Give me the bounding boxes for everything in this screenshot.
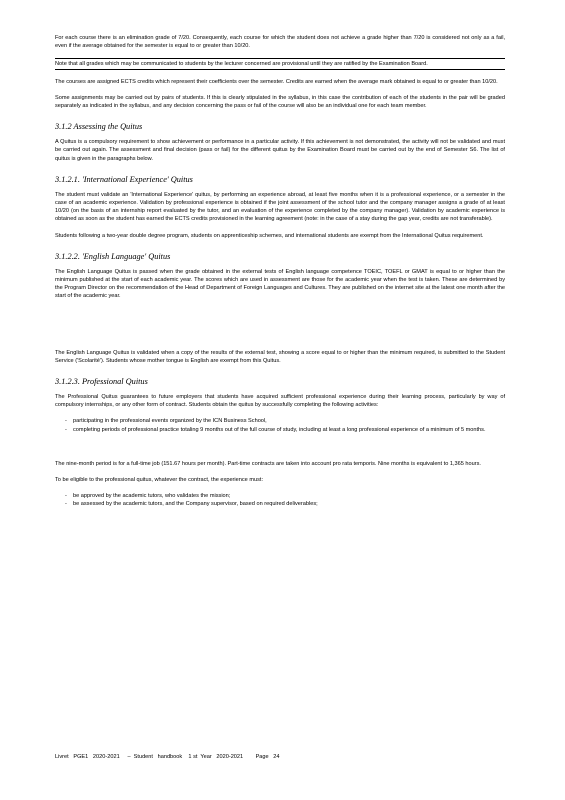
eligibility-list: [55, 492, 505, 508]
paragraph-english-tests: The English Language Quitus is passed when the grade obtained in the external tests of English language competence TOEIC, TOEFL or GMAT is equal to or higher than the minimum published at the start of each academic year. The scores which are used in assessment are those for the academic year when the test is taken. These are determined by the Program Director on the recommendation of the Head of Department of Foreign Languages and Cultures. They are published on the internet site at the latest one month after the start of the academic year.: [55, 268, 505, 300]
list-item: - be approved by the academic tutors, who validates the mission;: [65, 492, 505, 500]
professional-activities-list: [55, 417, 505, 433]
heading-english-quitus: 3.1.2.2. 'English Language' Quitus: [55, 251, 171, 261]
provisional-grades-note: Note that all grades which may be communicated to students by the lecturer concerned are provisional until they are ratified by the Examination Board.: [55, 58, 505, 69]
document-page: [55, 34, 505, 517]
list-item: - completing periods of professional practice totaling 9 months out of the full course of study, including at least a long professional experience of a minimum of 5 months.: [65, 426, 505, 434]
heading-international-quitus: 3.1.2.1. 'International Experience' Quitus: [55, 174, 193, 184]
paragraph-international-experience: The student must validate an 'International Experience' quitus, by performing an experience abroad, at least five months when it is a professional experience, or a semester in the case of an academic experience. Validation by professional experience is obtained if the joint assessment of the school tutor and the company manager assigns a grade of at least 10/20 (on the basis of an internship report evaluated by the tutor, and an evaluation of the experience completed by the company manager). Validation by academic experience is obtained as soon as the student has earned the ECTS credits provisioned in the learning agreement (note: in the case of a stay during the gap year, credits are not transferable).: [55, 191, 505, 223]
paragraph-international-exemptions: Students following a two-year double degree program, students on apprenticeship schemes, and international students are exempt from the International Quitus requirement.: [55, 232, 484, 239]
paragraph-nine-month-period: The nine-month period is for a full-time job (151.67 hours per month). Part-time contracts are taken into account pro rata temporis. Nine months is equivalent to 1,365 hours.: [55, 460, 481, 467]
paragraph-pair-assignments: Some assignments may be carried out by pairs of students. If this is clearly stipulated in the syllabus, in this case the contribution of each of the students in the pair will be graded separately as indicated in the syllabus, and any decision concerning the pass or fail of the course will also be an individual one for each team member.: [55, 94, 505, 110]
paragraph-quitus-definition: A Quitus is a compulsory requirement to show achievement or performance in a particular activity. If this achievement is not demonstrated, the activity will not be validated and must be carried out again. The assessment and final decision (pass or fail) for the different quitus by the Examination Board must be carried out by the end of Semester S6. The list of quitus is given in the paragraphs below.: [55, 139, 505, 162]
paragraph-elimination-grade: For each course there is an elimination grade of 7/20. Consequently, each course for which the student does not achieve a grade higher than 7/20 is considered not only as a fail, even if the average obtained for the semester is equal to or greater than 10/20.: [55, 35, 505, 50]
list-item: - participating in the professional events organized by the ICN Business School,: [65, 417, 505, 425]
heading-assessing-quitus: 3.1.2 Assessing the Quitus: [55, 122, 143, 132]
page-footer: Livret PGE1 2020-2021 – Student handbook 1 st Year 2020-2021 Page 24: [55, 754, 280, 760]
list-item: - be assessed by the academic tutors, and the Company supervisor, based on required deliverables;: [65, 500, 505, 508]
paragraph-ects-credits: The courses are assigned ECTS credits which represent their coefficients over the semester. Credits are earned when the average mark obtained is equal to or greater than 10/20.: [55, 78, 498, 85]
paragraph-eligibility: To be eligible to the professional quitus, whatever the contract, the experience must:: [55, 477, 264, 484]
blank-space: [55, 442, 505, 460]
heading-professional-quitus: 3.1.2.3. Professional Quitus: [55, 377, 148, 387]
paragraph-english-validation: The English Language Quitus is validated when a copy of the results of the external test, showing a score equal to or higher than the minimum required, is submitted to the Student Service ('Scolarité'). Students whose mother tongue is English are exempt from this Quitus.: [55, 349, 505, 364]
blank-space: [55, 309, 505, 349]
paragraph-professional-quitus: The Professional Quitus guarantees to future employers that students have acquired sufficient professional experience during their learning process, particularly by way of compulsory internships, or any other form of contract. Students obtain the quitus by successfully completing the following activities:: [55, 394, 505, 409]
